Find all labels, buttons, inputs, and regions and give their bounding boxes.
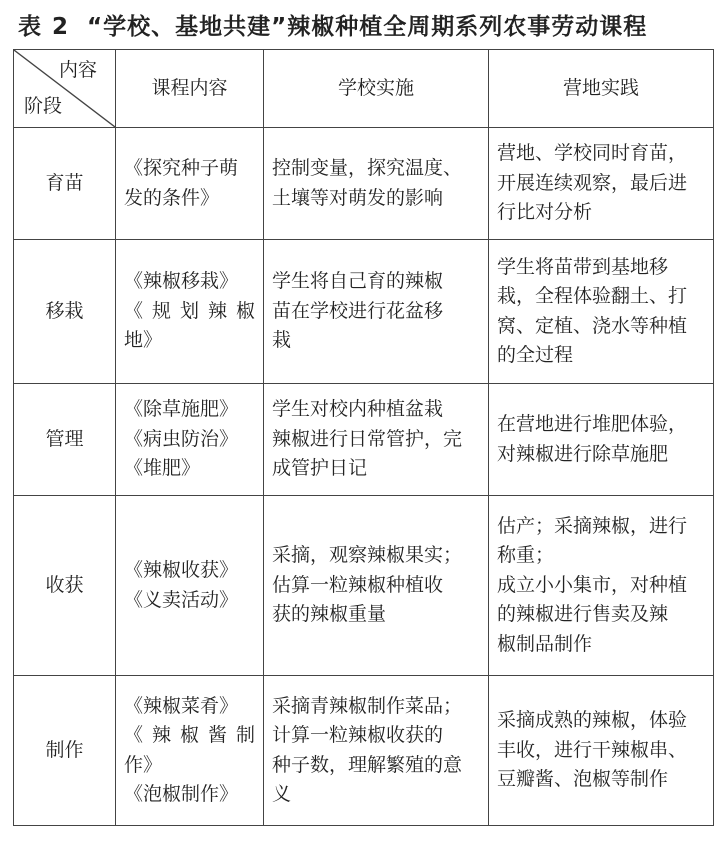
cell-text-line: 学生将苗带到基地移 <box>497 255 669 278</box>
cell-text-line: 估产；采摘辣椒，进行 <box>497 514 688 537</box>
table-caption <box>18 8 720 41</box>
header-stage-label: 阶段 <box>24 94 63 117</box>
table-row <box>14 240 714 384</box>
cell-text-line: 《辣椒移栽》 <box>124 270 239 293</box>
cell-text-line: 的全过程 <box>497 343 574 366</box>
cell-text-line: 椒制品制作 <box>497 632 593 655</box>
course-content-cell <box>116 384 264 496</box>
school-implementation-cell <box>264 128 489 240</box>
stage-cell: 移栽 <box>14 240 116 384</box>
table-row <box>14 128 714 240</box>
cell-text-line: 获的辣椒重量 <box>272 603 387 626</box>
cell-text-line: 《义卖活动》 <box>124 588 239 611</box>
stage-cell: 育苗 <box>14 128 116 240</box>
camp-practice-cell <box>489 240 714 384</box>
course-table <box>13 49 714 826</box>
course-content-cell <box>116 676 264 826</box>
cell-text-line: 开展连续观察，最后进 <box>497 171 688 194</box>
cell-text-line: 《堆肥》 <box>124 457 201 480</box>
header-camp-practice: 营地实践 <box>489 50 714 128</box>
cell-text-line: 《辣椒收获》 <box>124 559 239 582</box>
header-course-content: 课程内容 <box>116 50 264 128</box>
cell-text-line: 计算一粒辣椒收获的 <box>272 724 444 747</box>
cell-text-line: 采摘，观察辣椒果实； <box>272 544 463 567</box>
cell-text-line: 学生对校内种植盆栽 <box>272 398 444 421</box>
cell-text-line: 《探究种子萌 <box>124 157 239 180</box>
school-implementation-cell <box>264 240 489 384</box>
school-implementation-cell <box>264 384 489 496</box>
cell-text-line: 地》 <box>124 329 163 352</box>
caption-number: 2 <box>52 14 70 40</box>
cell-text-line: 窝、定植、浇水等种植 <box>497 314 688 337</box>
cell-text-line: 成管护日记 <box>272 457 368 480</box>
stage-cell: 管理 <box>14 384 116 496</box>
camp-practice-cell <box>489 676 714 826</box>
cell-text-line: 豆瓣酱、泡椒等制作 <box>497 768 669 791</box>
cell-text-line: 栽 <box>272 329 292 352</box>
stage-cell: 收获 <box>14 496 116 676</box>
cell-text-line: 苗在学校进行花盆移 <box>272 299 444 322</box>
cell-text-line: 栽，全程体验翻土、打 <box>497 285 688 308</box>
caption-label: 表 <box>18 14 42 40</box>
cell-text-line: 种子数，理解繁殖的意 <box>272 753 463 776</box>
cell-text-line: 《泡椒制作》 <box>124 782 239 805</box>
cell-text-line: 辣椒进行日常管护，完 <box>272 427 463 450</box>
cell-text-line: 《 辣 椒 酱 制 <box>124 724 255 747</box>
table-row <box>14 384 714 496</box>
cell-text-line: 采摘青辣椒制作菜品； <box>272 694 463 717</box>
cell-text-line: 《 规 划 辣 椒 <box>124 299 255 322</box>
cell-text-line: 学生将自己育的辣椒 <box>272 270 444 293</box>
cell-text-line: 估算一粒辣椒种植收 <box>272 573 444 596</box>
table-row <box>14 496 714 676</box>
table-row <box>14 676 714 826</box>
camp-practice-cell <box>489 128 714 240</box>
cell-text-line: 发的条件》 <box>124 186 220 209</box>
cell-text-line: 《除草施肥》 <box>124 398 239 421</box>
course-content-cell <box>116 496 264 676</box>
header-school-implementation: 学校实施 <box>264 50 489 128</box>
stage-cell: 制作 <box>14 676 116 826</box>
diagonal-header-cell <box>14 50 116 128</box>
course-content-cell <box>116 240 264 384</box>
cell-text-line: 《辣椒菜肴》 <box>124 694 239 717</box>
camp-practice-cell <box>489 496 714 676</box>
camp-practice-cell <box>489 384 714 496</box>
cell-text-line: 称重； <box>497 544 555 567</box>
cell-text-line: 成立小小集市，对种植 <box>497 573 688 596</box>
cell-text-line: 控制变量，探究温度、 <box>272 157 463 180</box>
school-implementation-cell <box>264 676 489 826</box>
course-content-cell <box>116 128 264 240</box>
header-content-label: 内容 <box>58 59 97 81</box>
cell-text-line: 义 <box>272 782 292 805</box>
cell-text-line: 土壤等对萌发的影响 <box>272 186 444 209</box>
cell-text-line: 行比对分析 <box>497 201 593 224</box>
cell-text-line: 在营地进行堆肥体验， <box>497 413 688 436</box>
cell-text-line: 营地、学校同时育苗， <box>497 142 688 165</box>
cell-text-line: 丰收，进行干辣椒串、 <box>497 738 688 761</box>
cell-text-line: 对辣椒进行除草施肥 <box>497 442 669 465</box>
caption-text: “学校、基地共建”辣椒种植全周期系列农事劳动课程 <box>87 14 648 40</box>
cell-text-line: 作》 <box>124 753 163 776</box>
school-implementation-cell <box>264 496 489 676</box>
cell-text-line: 的辣椒进行售卖及辣 <box>497 603 669 626</box>
header-row <box>14 50 714 128</box>
cell-text-line: 采摘成熟的辣椒，体验 <box>497 709 688 732</box>
cell-text-line: 《病虫防治》 <box>124 427 239 450</box>
